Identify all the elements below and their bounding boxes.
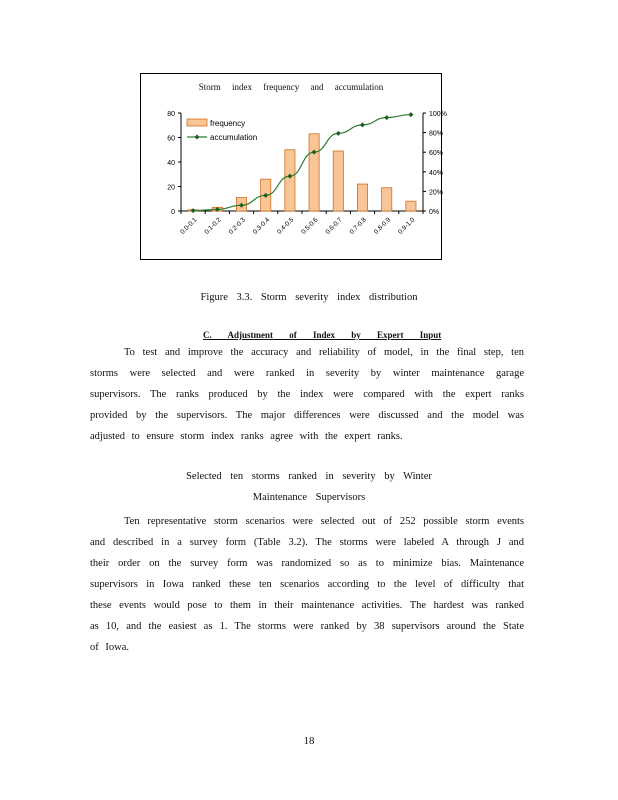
bar-frequency	[285, 150, 295, 211]
x-tick-label: 0.4-0.5	[276, 216, 296, 236]
x-tick-label: 0.1-0.2	[203, 216, 223, 236]
line-accumulation	[193, 115, 411, 211]
chart-title: Storm index frequency and accumulation	[198, 82, 384, 92]
legend-label-accumulation: accumulation	[210, 133, 258, 142]
y-tick-label: 60	[167, 135, 175, 143]
y-tick-label: 40	[167, 160, 175, 167]
paragraph-1	[90, 342, 524, 447]
y2-tick-label: 0%	[429, 209, 440, 216]
subheading-line-1: Selected ten storms ranked in severity by Winter	[186, 471, 432, 482]
paragraph-2-text: Ten representative storm scenarios were selected out of 252 possible storm events and described in a survey form (Table 3.2). The storms were labeled A through J and their order on the survey form was randomized so as to minimize bias. Maintenance supervisors in Iowa ranked these ten scenarios according to the level of difficulty that these events would pose to them in their maintenance activities. The hardest was ranked as 10, and the easiest as 1. The storms were ranked by 38 supervisors around the State of Iowa.	[90, 516, 524, 653]
y2-tick-label: 100%	[429, 111, 447, 118]
chart-plot	[141, 74, 447, 259]
y2-tick-label: 80%	[429, 130, 444, 138]
point-accumulation	[360, 122, 365, 127]
point-accumulation	[191, 208, 196, 213]
subheading-line-2: Maintenance Supervisors	[252, 492, 366, 503]
y-tick-label: 80	[167, 111, 175, 118]
bar-frequency	[333, 151, 343, 211]
x-tick-label: 0.8-0.9	[372, 216, 393, 236]
x-tick-label: 0.6-0.7	[324, 216, 344, 236]
legend-label-frequency: frequency	[210, 119, 246, 128]
page-number: 18	[303, 735, 315, 747]
bar-frequency	[406, 201, 416, 211]
y2-tick-label: 60%	[429, 150, 444, 158]
bar-frequency	[382, 188, 392, 211]
figure-caption: Figure 3.3. Storm severity index distribution	[200, 292, 418, 303]
x-tick-label: 0.3-0.4	[251, 216, 272, 236]
y2-tick-label: 20%	[429, 189, 444, 197]
x-tick-label: 0.0-0.1	[179, 216, 199, 236]
y2-tick-label: 40%	[429, 169, 444, 177]
bar-frequency	[357, 184, 367, 211]
x-tick-label: 0.5-0.6	[300, 216, 320, 236]
legend-swatch-frequency	[187, 119, 207, 126]
y-tick-label: 0	[171, 209, 175, 216]
section-heading: C. Adjustment of Index by Expert Input	[203, 330, 442, 340]
point-accumulation	[384, 115, 389, 120]
y-tick-label: 20	[167, 184, 175, 192]
paragraph-2	[90, 511, 524, 658]
paragraph-1-text: To test and improve the accuracy and reliability of model, in the final step, ten storms were selected and were ranked in severity by winter maintenance garage supervisors. The ranks produced by the index were compared with the expert ranks provided by the supervisors. The major differences were discussed and the model was adjusted to ensure storm index ranks agree with the expert ranks.	[90, 347, 524, 442]
x-tick-label: 0.7-0.8	[348, 216, 368, 236]
x-tick-label: 0.2-0.3	[227, 216, 247, 236]
point-accumulation	[336, 131, 341, 136]
legend-marker-accumulation	[195, 135, 200, 140]
bar-frequency	[309, 134, 319, 211]
point-accumulation	[408, 112, 413, 117]
chart-container	[140, 73, 447, 260]
x-tick-label: 0.9-1.0	[397, 216, 417, 236]
